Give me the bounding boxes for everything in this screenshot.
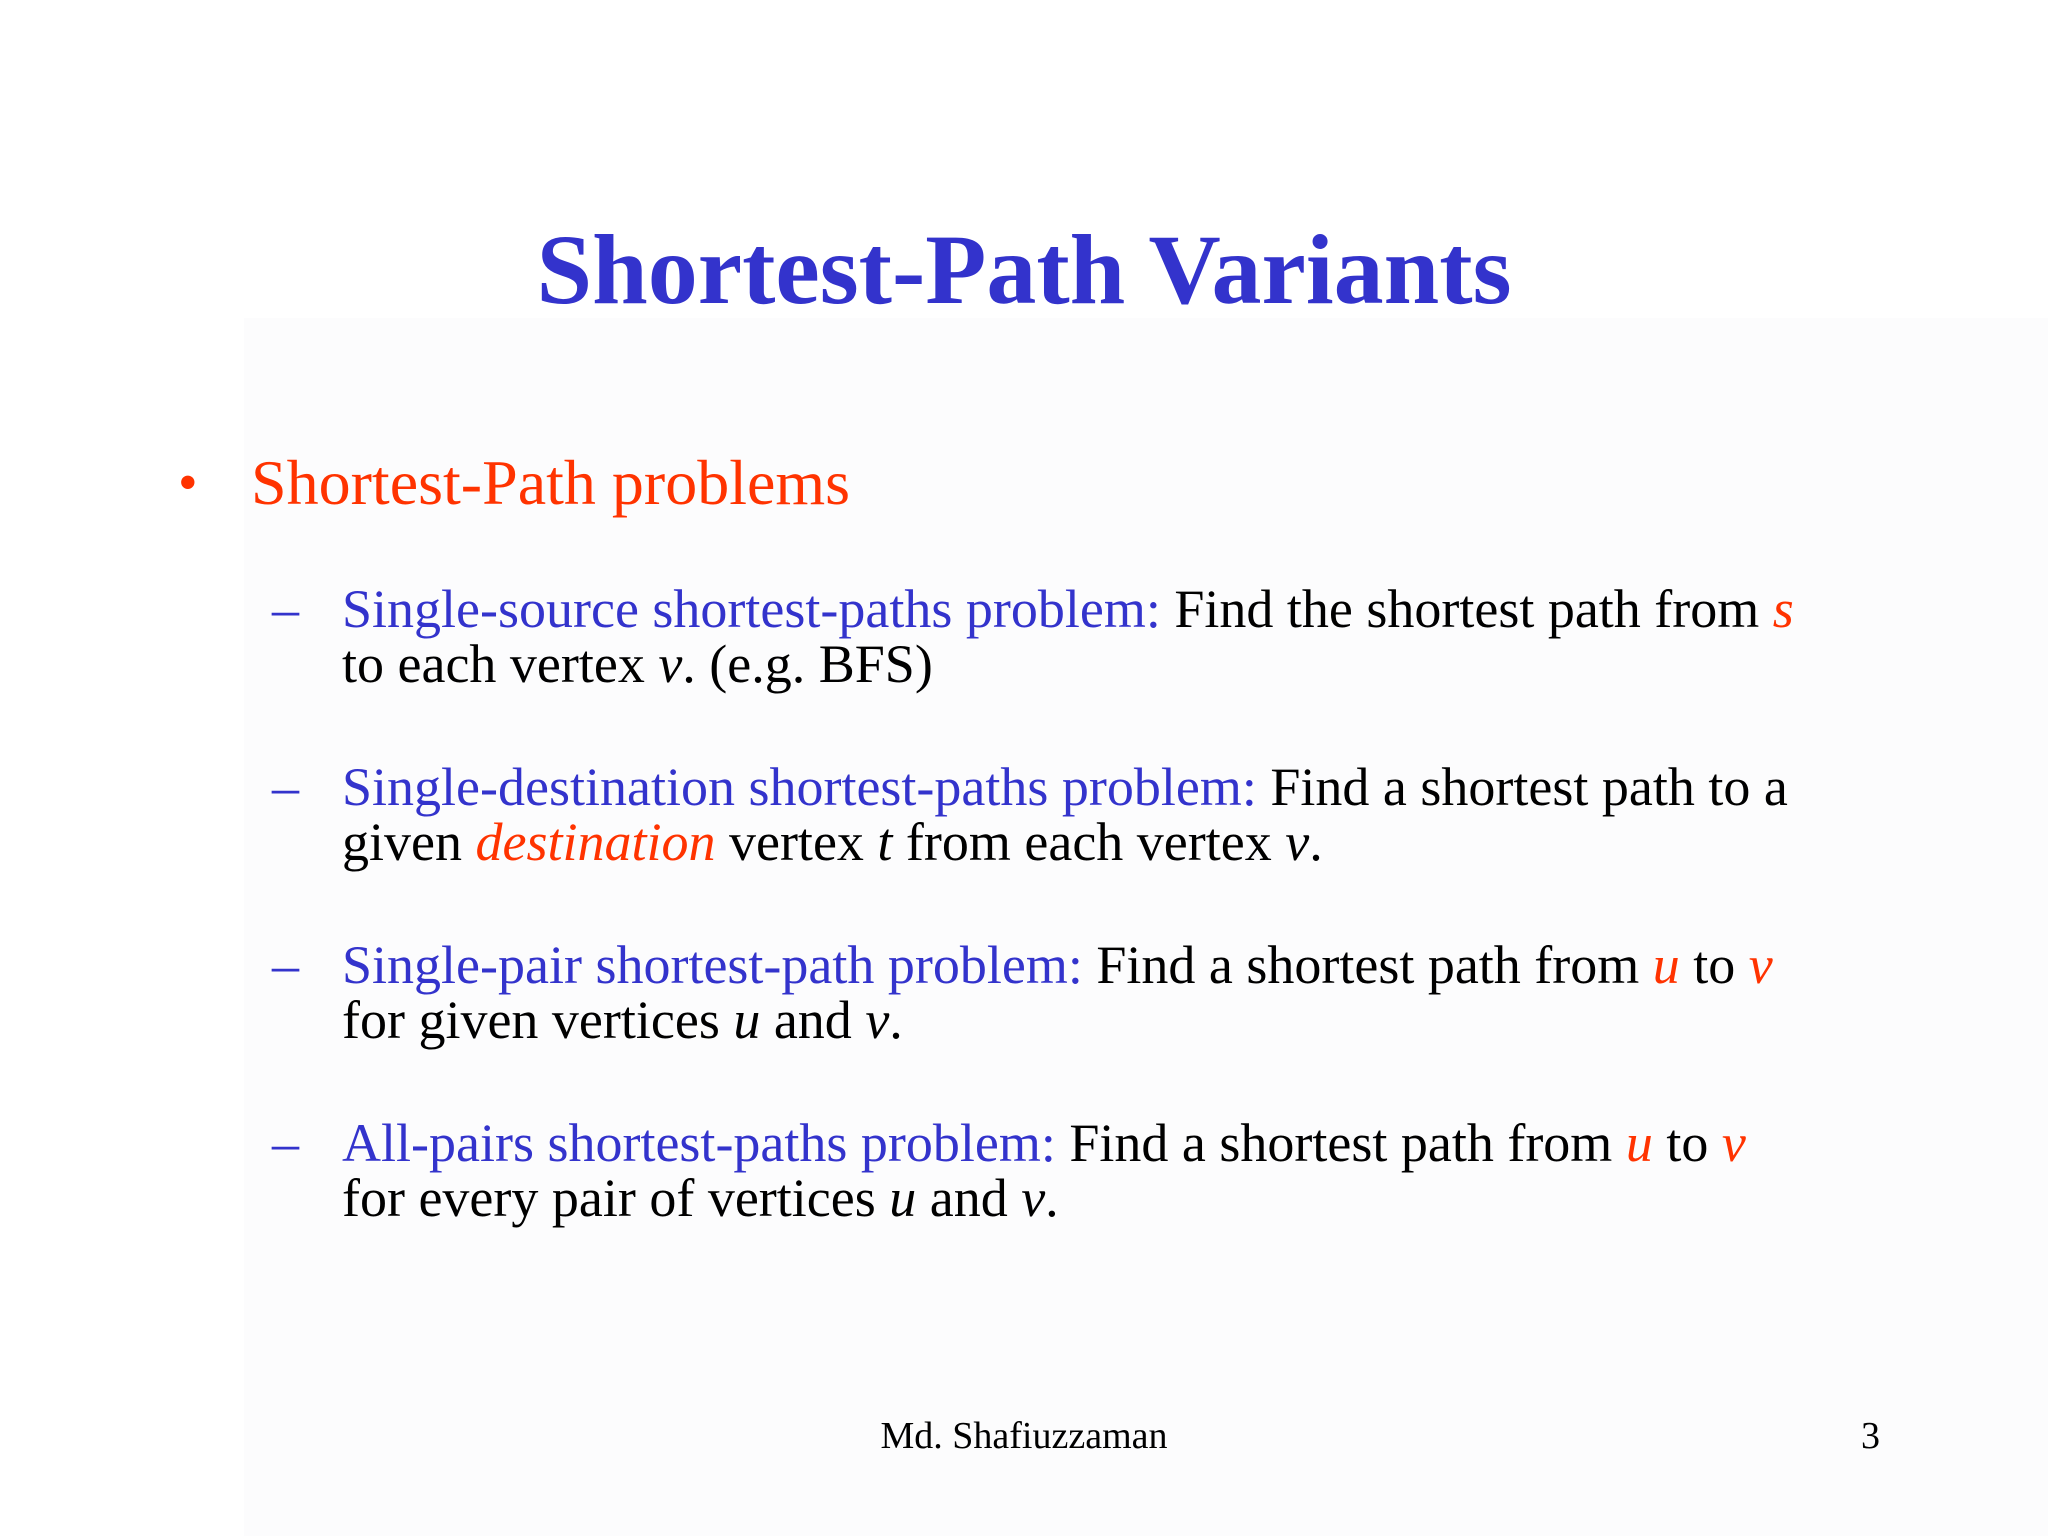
text: and	[916, 1168, 1022, 1228]
text: to	[1679, 935, 1749, 995]
line-2	[342, 990, 1942, 1050]
bullet-marker: •	[178, 452, 198, 514]
text: and	[760, 990, 866, 1050]
line-1	[342, 579, 1942, 639]
text: given	[342, 812, 476, 872]
slide-title: Shortest-Path Variants	[536, 214, 1512, 325]
line-2	[342, 634, 1942, 694]
var-v: v	[865, 990, 890, 1050]
text: Find a shortest path from	[1055, 1113, 1626, 1173]
dash-marker: –	[272, 579, 299, 639]
text: Find the shortest path from	[1160, 579, 1773, 639]
line-1	[342, 1113, 1942, 1173]
dash-marker: –	[272, 757, 299, 817]
bullet-text: Shortest-Path problems	[251, 447, 851, 518]
line-2	[342, 812, 1942, 872]
var-v: v	[658, 634, 683, 694]
sub-item-text	[342, 1113, 1942, 1228]
text: for given vertices	[342, 990, 734, 1050]
dash-marker: –	[272, 935, 299, 995]
text: to each vertex	[342, 634, 659, 694]
text: to	[1652, 1113, 1722, 1173]
term-label: All-pairs shortest-paths problem:	[342, 1113, 1056, 1173]
var-u: u	[1652, 935, 1680, 995]
line-1	[342, 935, 1942, 995]
var-v: v	[1021, 1168, 1046, 1228]
text: vertex	[715, 812, 878, 872]
dash-marker: –	[272, 1113, 299, 1173]
var-u: u	[733, 990, 761, 1050]
text: . (e.g. BFS)	[682, 634, 933, 694]
page-number: 3	[1861, 1415, 1880, 1457]
text: .	[1309, 812, 1323, 872]
text: from each vertex	[892, 812, 1286, 872]
sub-item-text	[342, 935, 1942, 1050]
term-label: Single-source shortest-paths problem:	[342, 579, 1161, 639]
sub-item-text	[342, 757, 1942, 872]
var-u: u	[889, 1168, 917, 1228]
var-v: v	[1721, 1113, 1746, 1173]
text: .	[889, 990, 903, 1050]
text: .	[1045, 1168, 1059, 1228]
var-t: t	[877, 812, 893, 872]
line-1	[342, 757, 1942, 817]
text: Find a shortest path to a	[1256, 757, 1788, 817]
sub-item-text	[342, 579, 1942, 694]
word-destination: destination	[475, 812, 716, 872]
var-v: v	[1748, 935, 1773, 995]
var-u: u	[1625, 1113, 1653, 1173]
text: Find a shortest path from	[1082, 935, 1653, 995]
var-v: v	[1285, 812, 1310, 872]
line-2	[342, 1168, 1942, 1228]
text: for every pair of vertices	[342, 1168, 890, 1228]
term-label: Single-pair shortest-path problem:	[342, 935, 1083, 995]
footer-author: Md. Shafiuzzaman	[880, 1415, 1168, 1457]
term-label: Single-destination shortest-paths problem:	[342, 757, 1257, 817]
var-s: s	[1772, 579, 1794, 639]
